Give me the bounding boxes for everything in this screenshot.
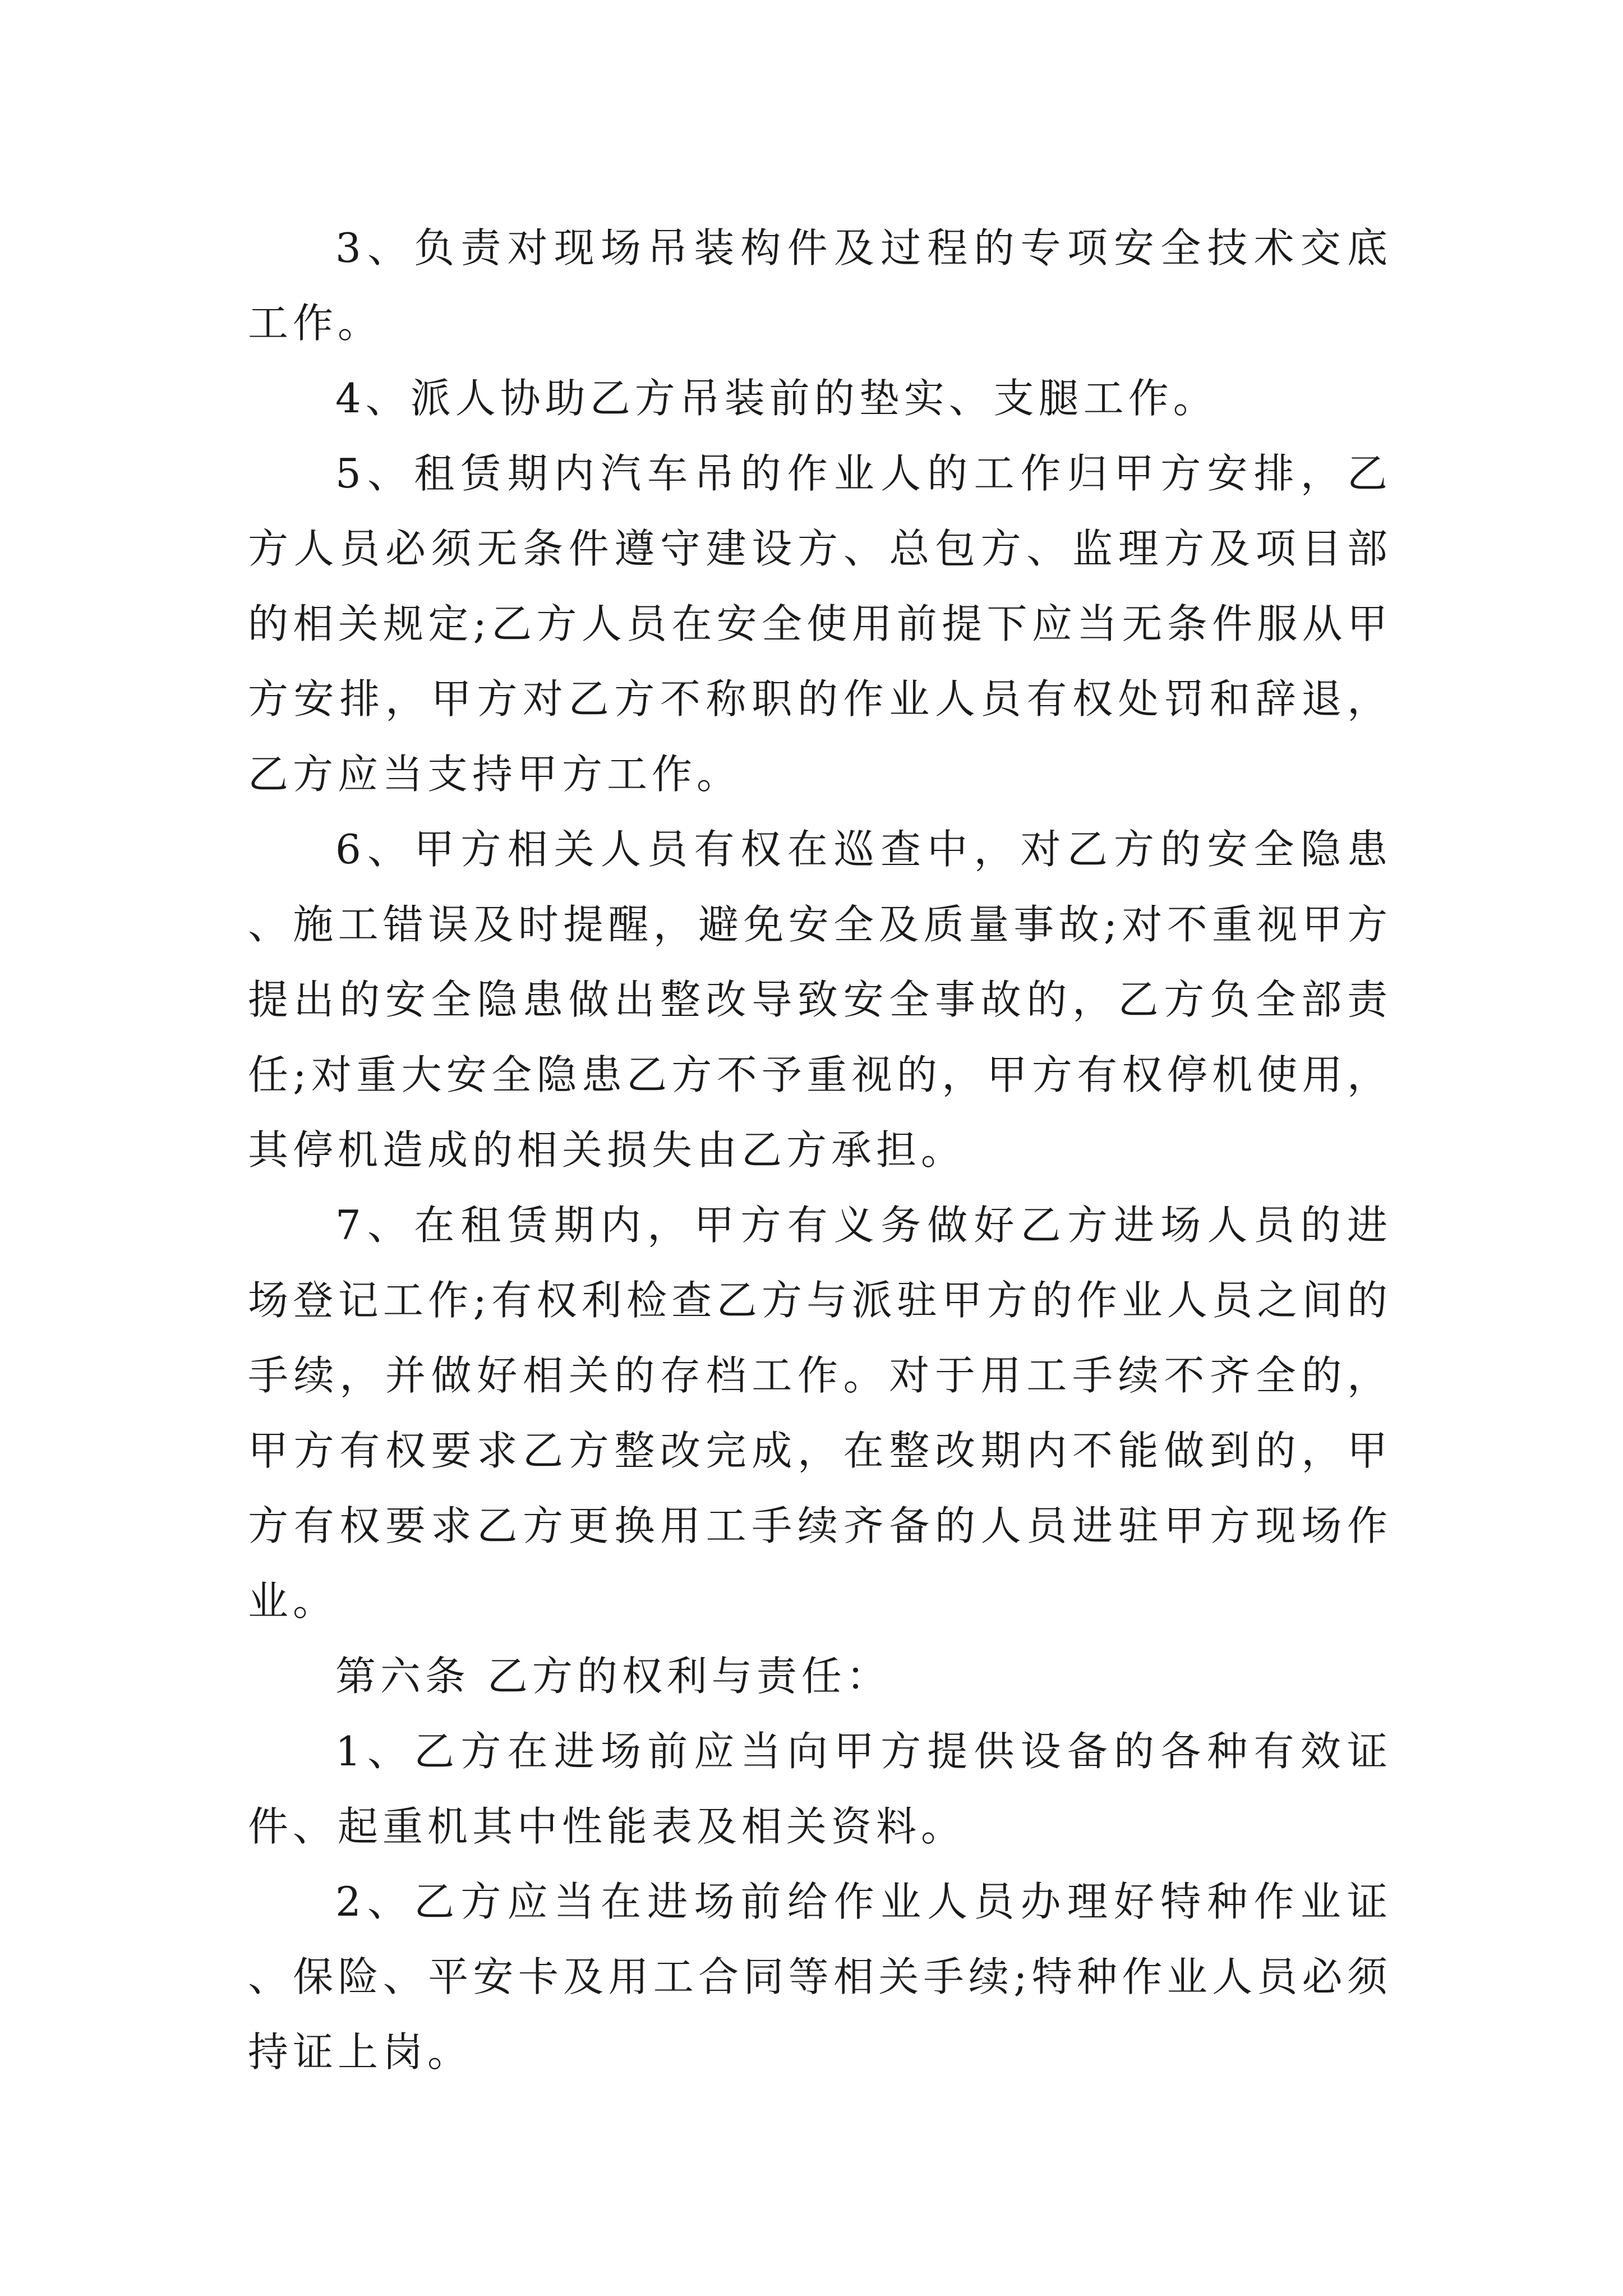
paragraph-clause-6: 6、甲方相关人员有权在巡查中，对乙方的安全隐患、施工错误及时提醒，避免安全及质量事故;对不重视甲方提出的安全隐患做出整改导致安全事故的，乙方负全部责任;对重大安全隐患乙方不予重视的，甲方有权停机使用，其停机造成的相关损失由乙方承担。: [248, 826, 1392, 1174]
paragraph-party-b-clause-2: 2、乙方应当在进场前给作业人员办理好特种作业证、保险、平安卡及用工合同等相关手续;特种作业人员必须持证上岗。: [248, 1878, 1392, 2076]
section-heading-article-6: 第六条 乙方的权利与责任：: [335, 1653, 891, 1700]
paragraph-clause-5: 5、租赁期内汽车吊的作业人的工作归甲方安排，乙方人员必须无条件遵守建设方、总包方、监理方及项目部的相关规定;乙方人员在安全使用前提下应当无条件服从甲方安排，甲方对乙方不称职的作业人员有权处罚和辞退，乙方应当支持甲方工作。: [248, 450, 1392, 798]
document-body: [248, 210, 1392, 2090]
paragraph-party-b-clause-1: 1、乙方在进场前应当向甲方提供设备的各种有效证件、起重机其中性能表及相关资料。: [248, 1728, 1392, 1850]
paragraph-clause-7: 7、在租赁期内，甲方有义务做好乙方进场人员的进场登记工作;有权利检查乙方与派驻甲方的作业人员之间的手续，并做好相关的存档工作。对于用工手续不齐全的，甲方有权要求乙方整改完成，在整改期内不能做到的，甲方有权要求乙方更换用工手续齐备的人员进驻甲方现场作业。: [248, 1202, 1392, 1625]
paragraph-clause-3: 3、负责对现场吊装构件及过程的专项安全技术交底工作。: [248, 224, 1392, 347]
paragraph-clause-4: 4、派人协助乙方吊装前的垫实、支腿工作。: [335, 375, 1218, 422]
